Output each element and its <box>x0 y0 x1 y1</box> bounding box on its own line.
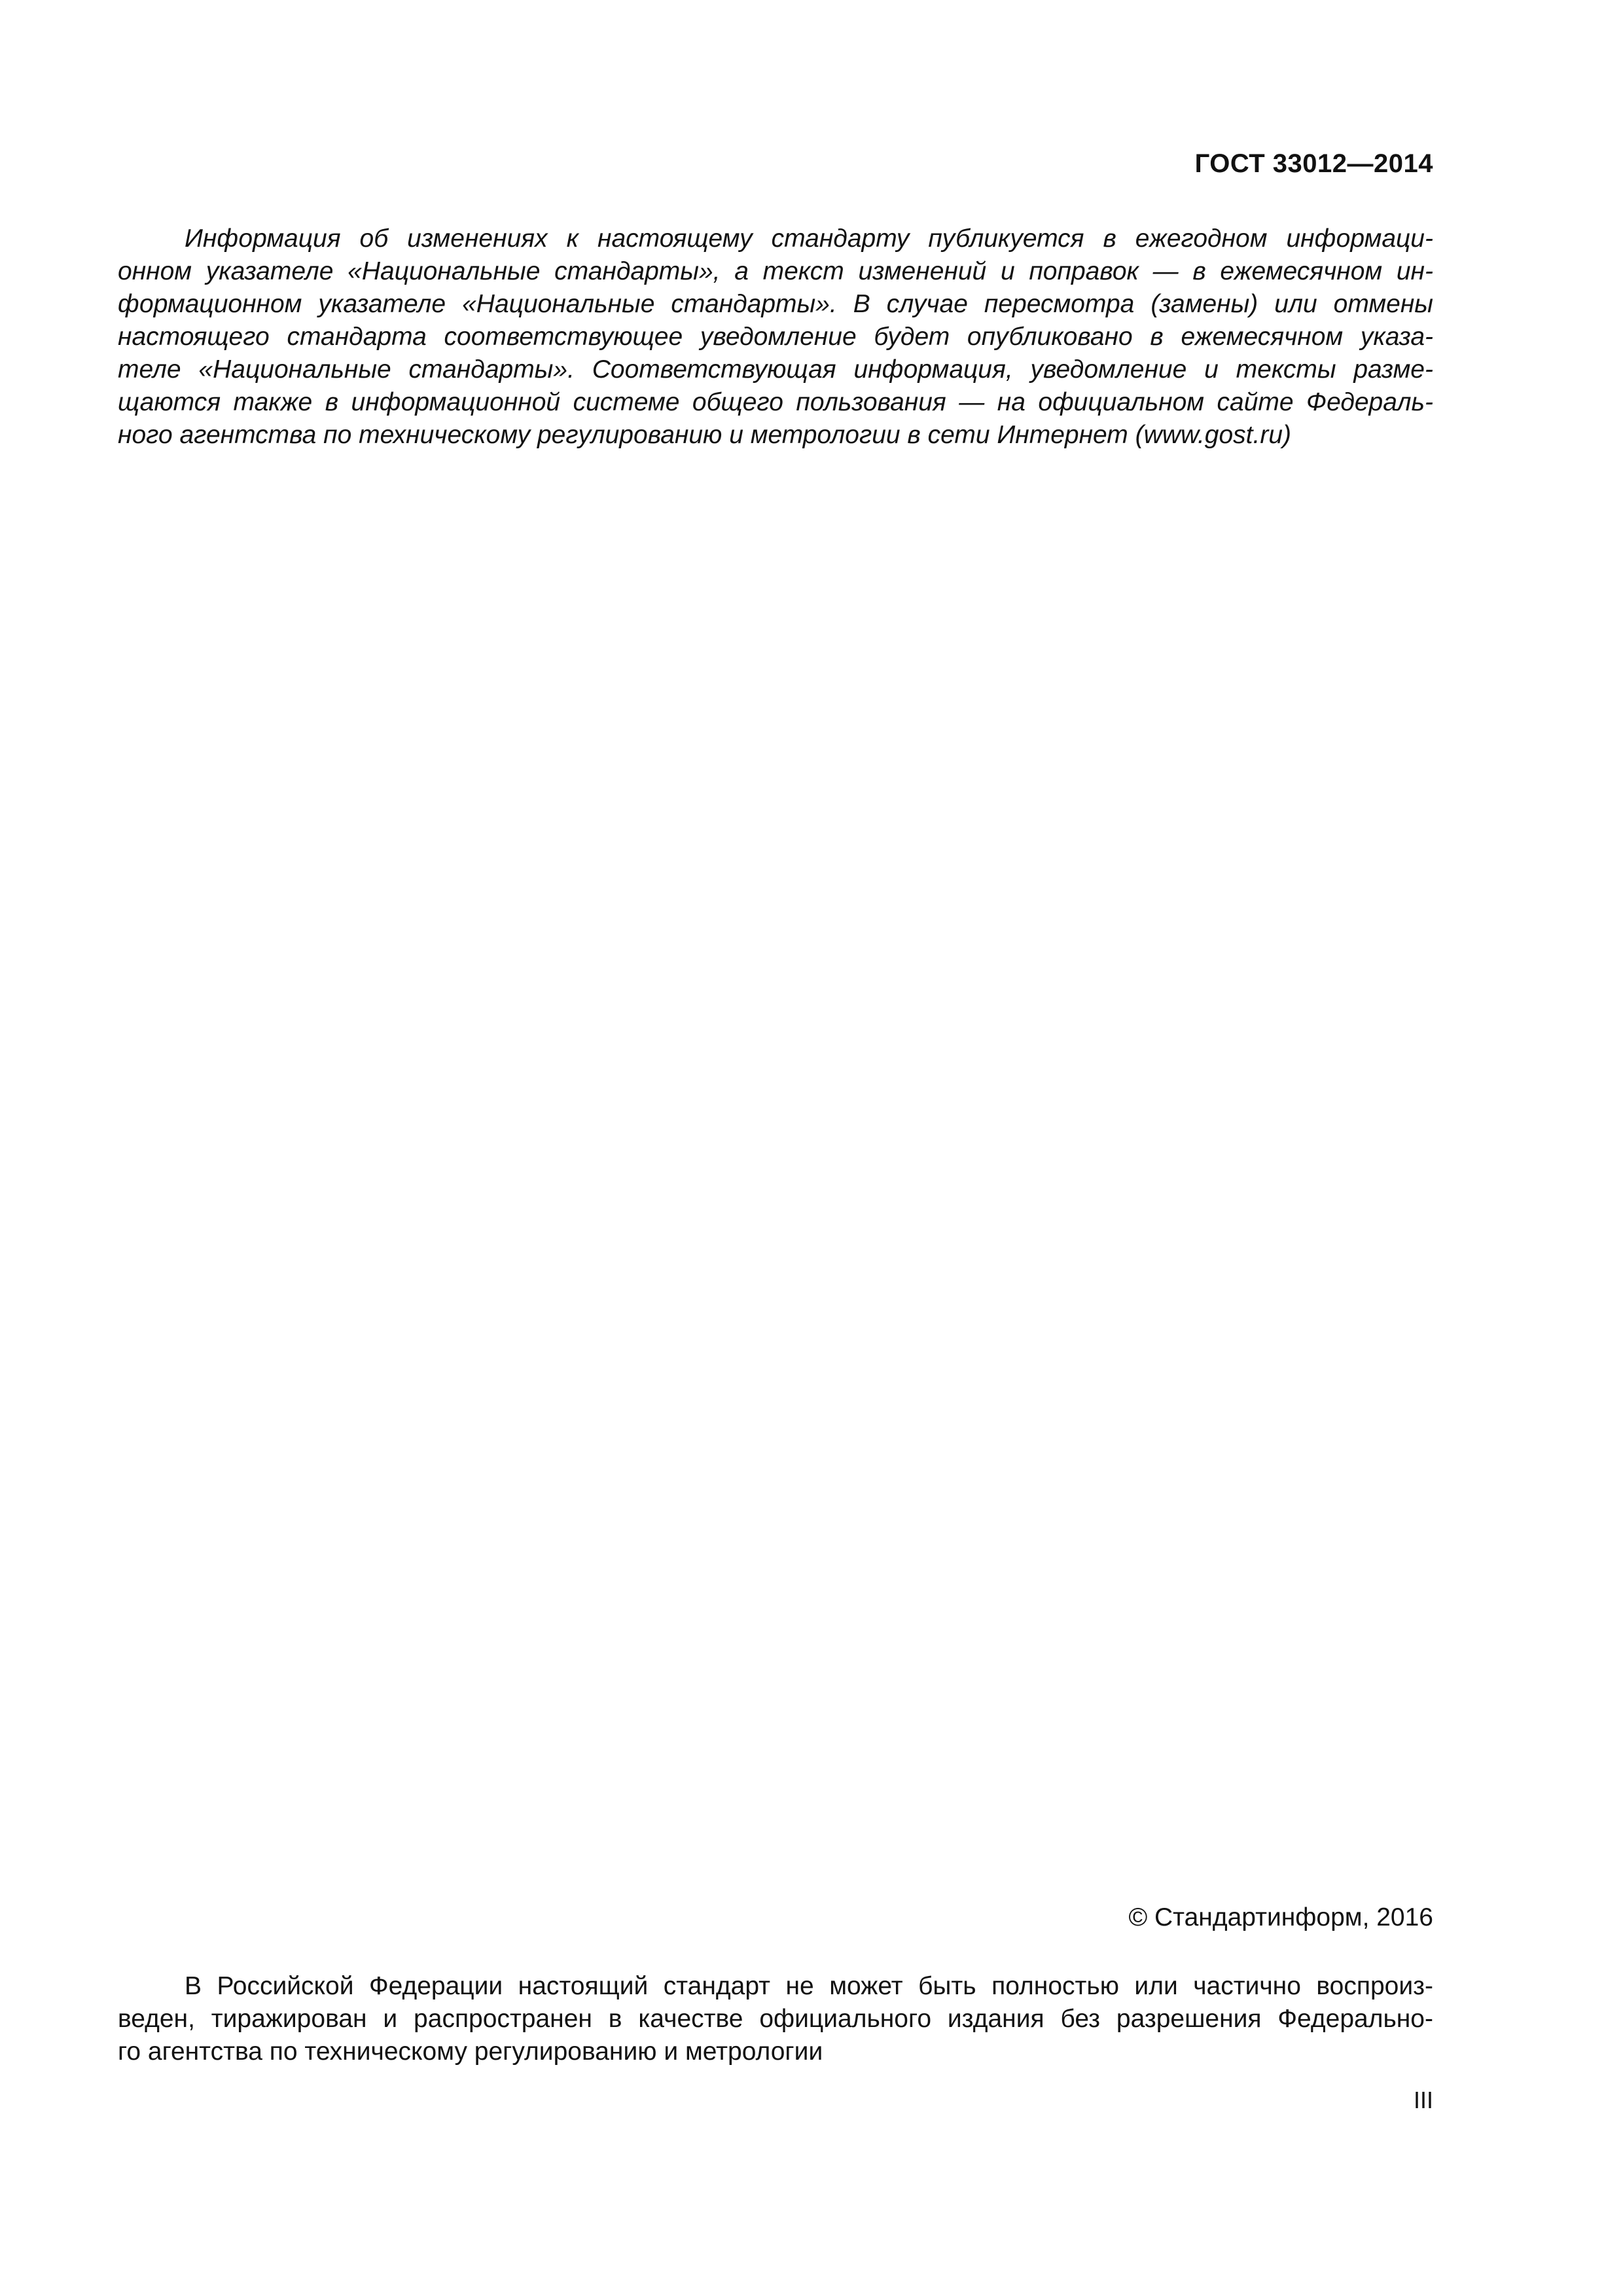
paragraph-line: онном указателе «Национальные стандарты», а текст изменений и поправок — в ежемесячном ин- <box>118 257 1433 285</box>
paragraph-line: щаются также в информационной системе общего пользования — на официальном сайте Федераль- <box>118 388 1433 416</box>
page-number: III <box>1413 2087 1433 2113</box>
paragraph-line: ного агентства по техническому регулированию и метрологии в сети Интернет (www.gost.ru) <box>118 421 1292 449</box>
paragraph-line: настоящего стандарта соответствующее уведомление будет опубликовано в ежемесячном указа- <box>118 323 1433 351</box>
update-info-paragraph <box>118 223 1433 452</box>
copyright-notice: © Стандартинформ, 2016 <box>1128 1903 1433 1931</box>
paragraph-line: веден, тиражирован и распространен в качестве официального издания без разрешения Федерально- <box>118 2005 1433 2033</box>
paragraph-line: го агентства по техническому регулированию и метрологии <box>118 2037 823 2066</box>
paragraph-line: В Российской Федерации настоящий стандарт не может быть полностью или частично воспроиз- <box>185 1972 1433 2000</box>
paragraph-line: Информация об изменениях к настоящему стандарту публикуется в ежегодном информаци- <box>185 224 1433 253</box>
rights-paragraph <box>118 1970 1433 2068</box>
standard-code: ГОСТ 33012—2014 <box>1194 149 1433 178</box>
paragraph-line: теле «Национальные стандарты». Соответствующая информация, уведомление и тексты разме- <box>118 355 1433 384</box>
paragraph-line: формационном указателе «Национальные стандарты». В случае пересмотра (замены) или отмены <box>118 290 1433 318</box>
